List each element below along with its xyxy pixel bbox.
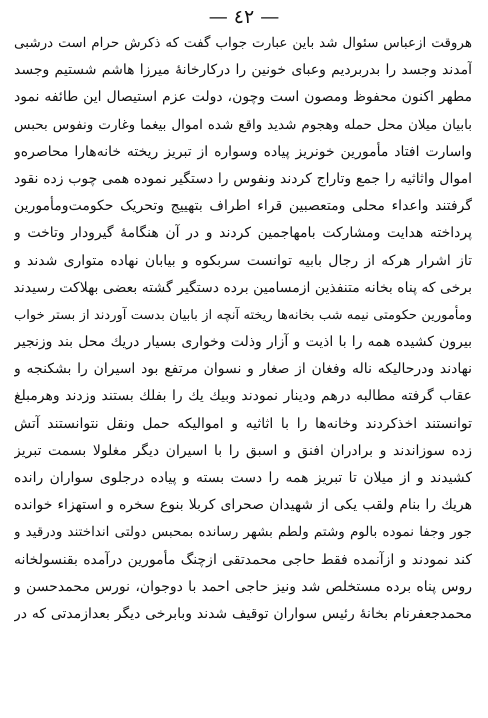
text-line: بابیان میلان محل حمله وهجوم شدید واقع شده اموال بیغما وغارت ونفوس بحبس (14, 116, 472, 133)
text-line: تاز اشرار هرکه از رجال بابیه توانست سربکوه و بیابان نهاده متواری شدند و (14, 252, 472, 269)
text-line: واسارت افتاد مأمورین خونریز پیاده وسواره از تبریز ریخته خانه‌هارا محاصره‌و (14, 143, 472, 160)
text-line: بیرون کشیده همه را با اذیت و آزار وذلت وخواری بسیار دریك محل بند وزنجیر (14, 334, 472, 351)
text-line: هروقت ازعباس سئوال شد باین عبارت جواب گفت که ذکرش حرام است درشبی (14, 35, 472, 51)
text-line: برخی که پناه بخانه متنفذین ازمسامین برده دستگیر گشته بعضی بهلاکت رسیدند (14, 279, 472, 296)
text-line: توانستند اخذکردند وخانه‌ها را با اثاثیه و اموالیکه حمل ونقل نتوانستند آتش (14, 415, 472, 432)
text-line: آمدند وجسد را بدربردیم وعبای خونین را درکارخانهٔ میرزا هاشم شستیم وجسد (14, 62, 472, 79)
text-line: عقاب گرفته مطالبه درهم ودینار نمودند وبیك یك را بفلك بستند وزدند وهرمبلغ (14, 388, 472, 405)
text-line: روس پناه برده مستخلص شد ونیز حاجی احمد با دوجوان، نورس محمدحسن و (14, 578, 472, 595)
text-line: زده سوزاندند و برادران افنق و اسبق را با اسیران دیگر مغلولا بسمت تبریز (14, 442, 472, 459)
page-number: — ٤٢ — (208, 6, 280, 28)
text-line: جور وجفا نموده بالوم وشتم ولطم بشهر رسانده بمحبس دولتی انداختند ودرقید و (14, 524, 472, 541)
text-line: اموال واثاثیه را جمع وتاراج کردند ونفوس را دستگیر نموده همی چوب زده نقود (14, 170, 472, 187)
text-line: نهادند ودرحالیکه ناله وفغان از صغار و نسوان مرتفع بود اسیران را بشکنجه و (14, 361, 472, 378)
text-line: هریك را بنام ولقب یکی از شهیدان صحرای کربلا بنوع سخره و استهزاء خوانده (14, 497, 472, 514)
text-line: ومأمورین حکومتی نیمه شب بخانه‌ها ریخته آنچه از بابیان بدست آوردند از بستر خواب (14, 307, 472, 323)
text-line: پرداخته هدایت ومشارکت بامهاجمین کردند و در آن هنگامهٔ گیرودار وتاخت و (14, 225, 472, 242)
text-line: گرفتند واعداء محلی ومتعصبین قراء اطراف بتهییج وتحریک حکومت‌ومأمورین (14, 198, 472, 215)
body-text (14, 30, 472, 628)
text-line: محمدجعفرنام بخانهٔ رئیس سواران توقیف شدند وبابرخی دیگر بعدازمدتی که در (14, 605, 472, 622)
text-line: کند نمودند و ازآنمده فقط حاجی محمدتقی ازچنگ مأمورین درآمده بقنسولخانه (14, 551, 472, 568)
text-line: مطهر اکنون محفوظ ومصون است وچون، دولت عزم استیصال این طائفه نمود (14, 89, 472, 106)
text-line: کشیدند و از میلان تا تبریز همه را دست بسته و پیاده درجلوی سواران رانده (14, 470, 472, 486)
